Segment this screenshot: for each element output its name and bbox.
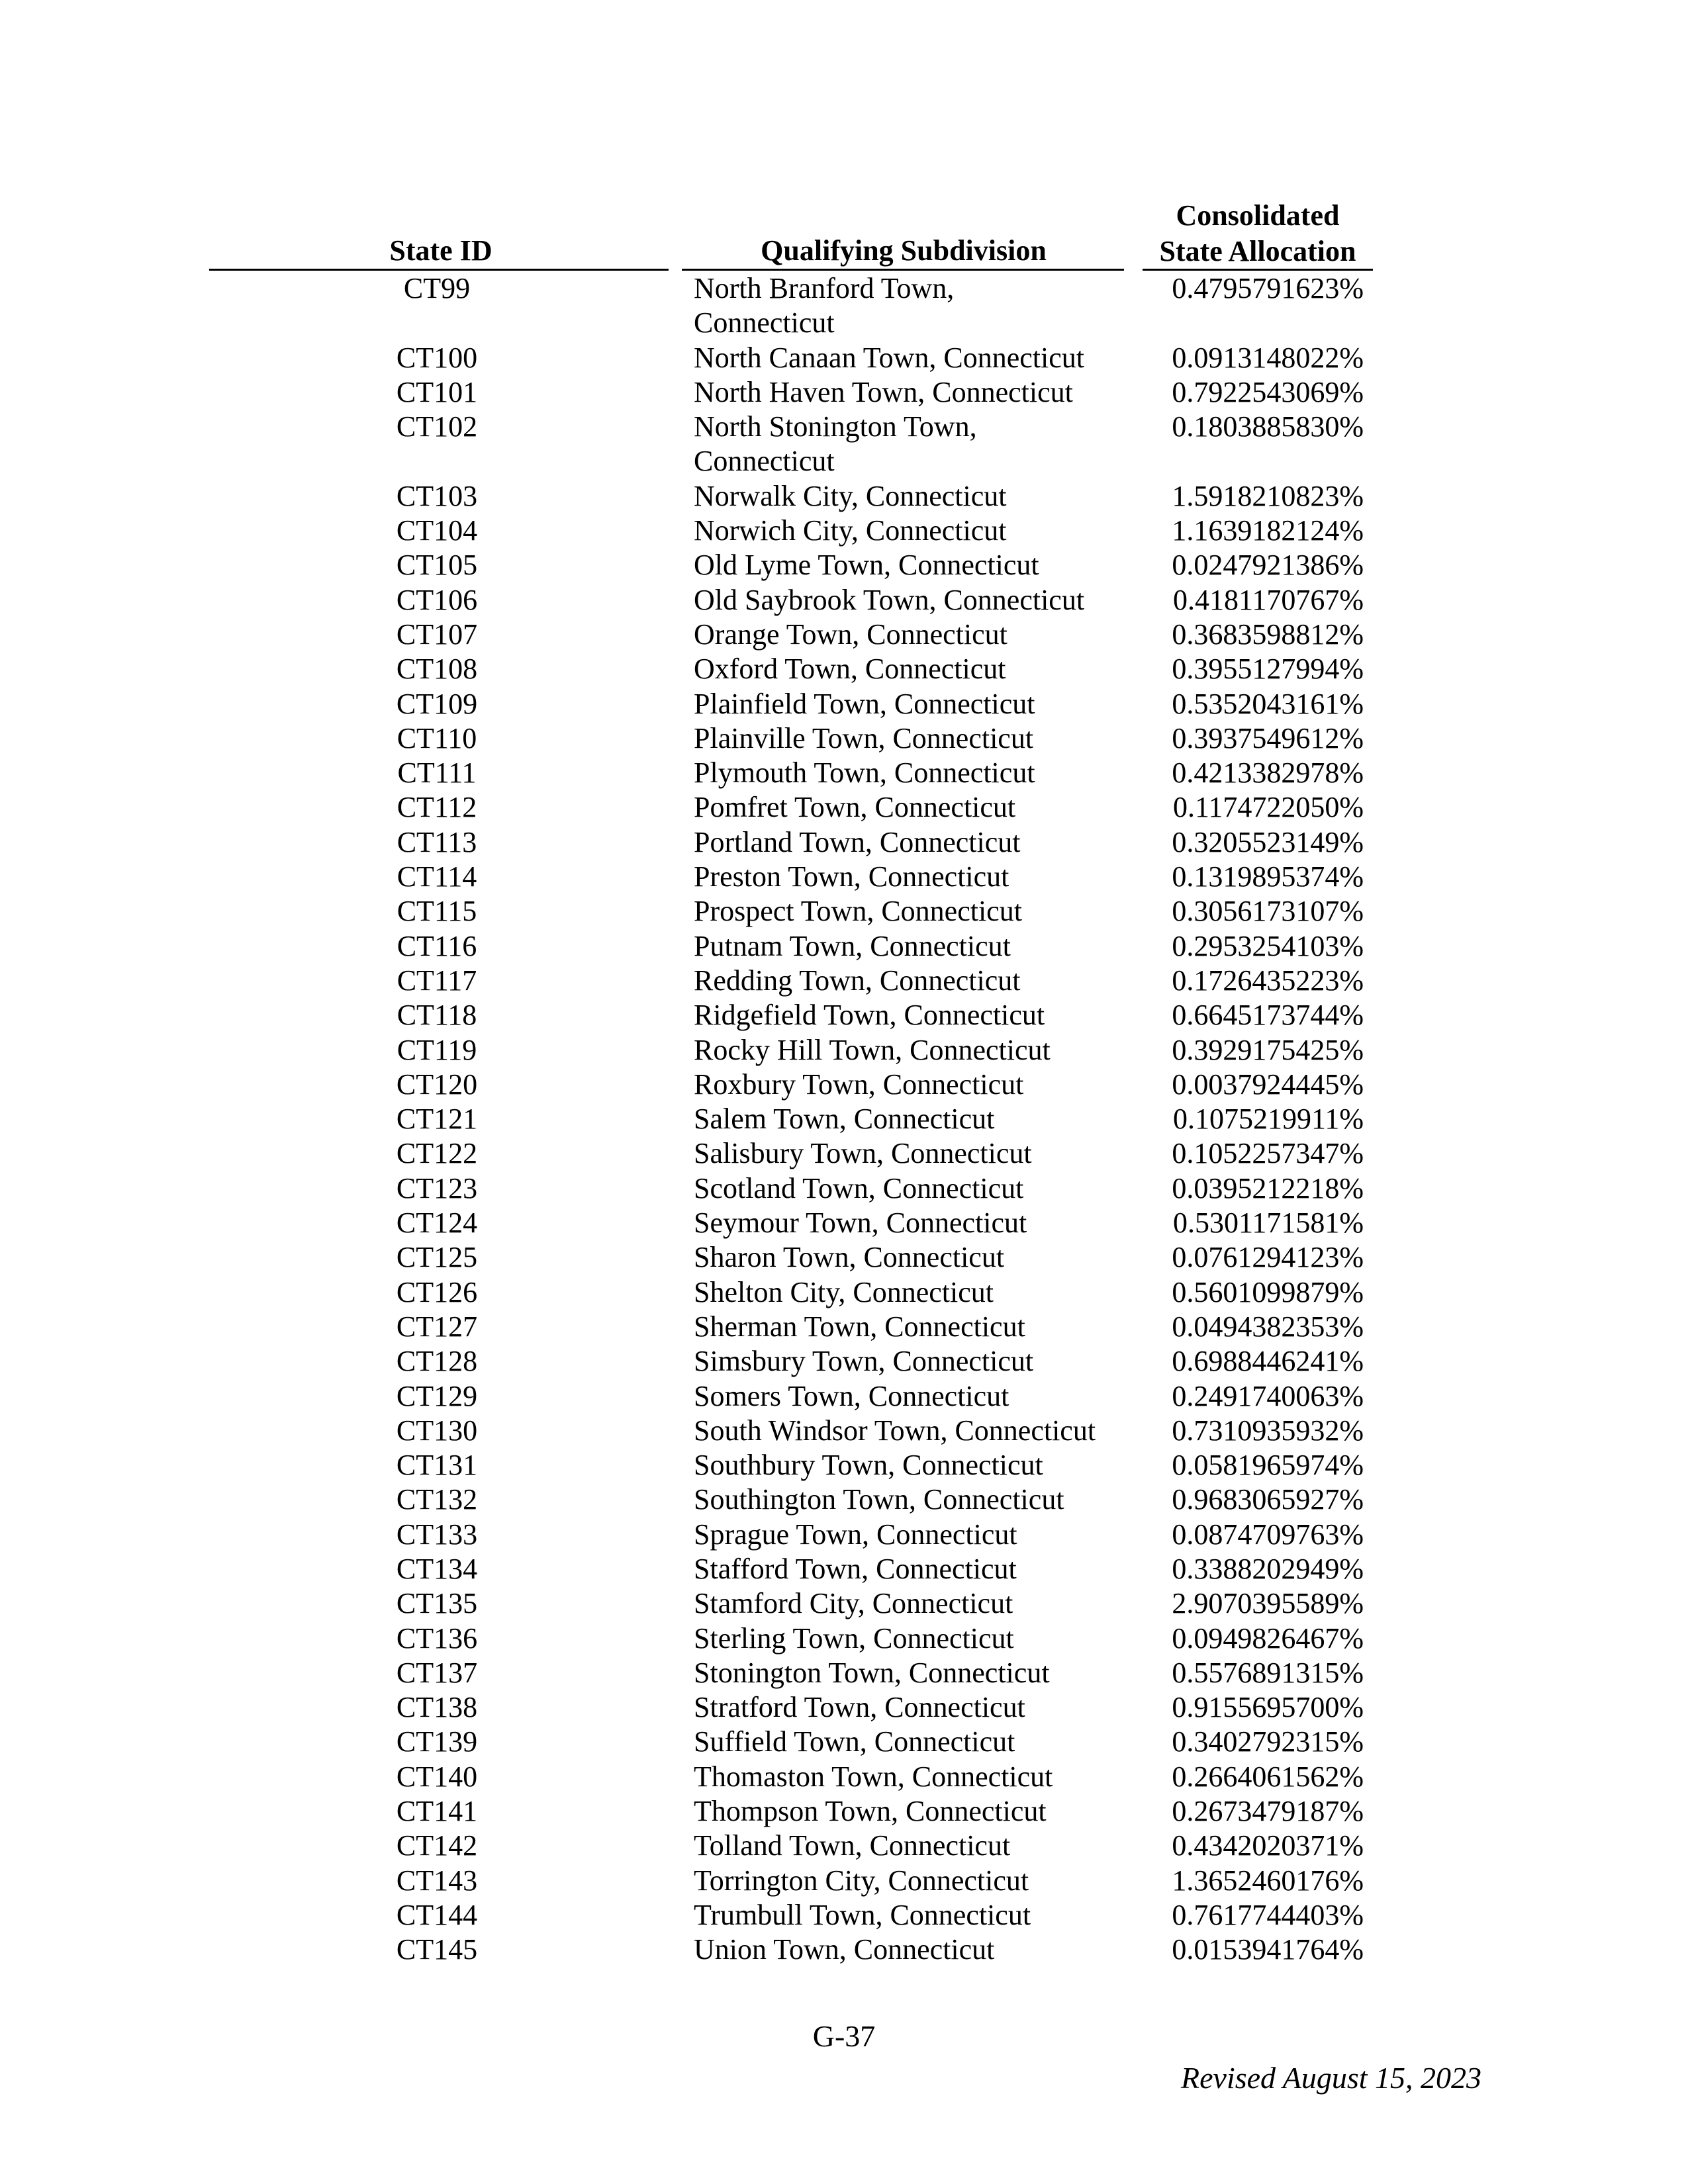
allocation-cell: 1.5918210823% (1172, 479, 1364, 512)
subdivision-line: Seymour Town, Connecticut (694, 1206, 1027, 1240)
state-id-cell: CT122 (396, 1137, 478, 1170)
state-id-cell: CT107 (396, 617, 478, 651)
state-id-cell: CT106 (396, 583, 478, 616)
state-id-cell: CT125 (396, 1241, 478, 1274)
allocation-cell: 1.1639182124% (1172, 514, 1364, 547)
subdivision-cell (694, 1275, 1131, 1310)
subdivision-cell (694, 1206, 1131, 1240)
table-row (0, 410, 1688, 479)
allocation-cell: 0.9683065927% (1172, 1483, 1364, 1516)
state-id-cell: CT127 (396, 1310, 478, 1343)
subdivision-cell (694, 1171, 1131, 1206)
subdivision-cell (694, 1448, 1131, 1482)
state-id-cell: CT111 (397, 756, 477, 790)
table-row (0, 1690, 1688, 1725)
allocation-cell: 2.9070395589% (1172, 1587, 1364, 1620)
state-id-cell: CT115 (397, 895, 477, 928)
subdivision-cell (694, 894, 1131, 929)
allocation-cell: 0.7617744403% (1172, 1898, 1364, 1931)
table-row (0, 1240, 1688, 1275)
subdivision-cell (694, 1586, 1131, 1621)
subdivision-cell (694, 1690, 1131, 1725)
state-id-cell: CT112 (397, 791, 477, 824)
header-state-id: State ID (389, 234, 492, 267)
allocation-cell: 0.2491740063% (1172, 1379, 1364, 1412)
subdivision-cell (694, 1760, 1131, 1794)
subdivision-cell (694, 271, 1131, 341)
subdivision-line: Torrington City, Connecticut (694, 1864, 1029, 1897)
state-id-cell: CT118 (397, 999, 477, 1032)
state-id-cell: CT130 (396, 1414, 478, 1447)
allocation-cell: 0.1052257347% (1172, 1137, 1364, 1170)
allocation-cell: 0.5352043161% (1172, 687, 1364, 720)
table-row (0, 721, 1688, 756)
subdivision-line: Orange Town, Connecticut (694, 617, 1008, 651)
subdivision-line: North Haven Town, Connecticut (694, 375, 1073, 408)
header-allocation-line1: Consolidated (1176, 199, 1340, 232)
allocation-cell: 0.1803885830% (1172, 410, 1364, 443)
subdivision-cell (694, 756, 1131, 790)
subdivision-cell (694, 652, 1131, 686)
subdivision-line: Sterling Town, Connecticut (694, 1621, 1014, 1655)
table-row (0, 894, 1688, 929)
state-id-cell: CT140 (396, 1760, 478, 1793)
subdivision-line: Preston Town, Connecticut (694, 860, 1009, 893)
allocation-cell: 0.1075219911% (1172, 1103, 1364, 1136)
subdivision-line: Pomfret Town, Connecticut (694, 791, 1016, 824)
allocation-cell: 0.3402792315% (1172, 1725, 1364, 1758)
state-id-cell: CT136 (396, 1621, 478, 1655)
table-row (0, 617, 1688, 652)
table-row (0, 1310, 1688, 1344)
state-id-cell: CT99 (403, 272, 471, 304)
state-id-cell: CT138 (396, 1691, 478, 1724)
table-row (0, 1829, 1688, 1863)
allocation-cell: 0.0037924445% (1172, 1068, 1364, 1101)
subdivision-line: Connecticut (694, 445, 835, 478)
allocation-cell: 1.3652460176% (1172, 1864, 1364, 1897)
allocation-table (0, 271, 1688, 1968)
state-id-cell: CT101 (396, 375, 478, 408)
state-id-cell: CT108 (396, 653, 478, 686)
subdivision-cell (694, 1621, 1131, 1656)
state-id-cell: CT100 (396, 341, 478, 374)
subdivision-line: Sharon Town, Connecticut (694, 1241, 1005, 1274)
table-row (0, 1033, 1688, 1068)
state-id-cell: CT121 (396, 1103, 478, 1136)
subdivision-line: Norwich City, Connecticut (694, 514, 1007, 547)
subdivision-line: Old Lyme Town, Connecticut (694, 549, 1039, 582)
allocation-cell: 0.7922543069% (1172, 375, 1364, 408)
state-id-cell: CT119 (397, 1033, 477, 1066)
table-row (0, 1206, 1688, 1240)
state-id-cell: CT145 (396, 1933, 478, 1966)
header-rule-allocation (1143, 269, 1373, 271)
subdivision-line: Thomaston Town, Connecticut (694, 1760, 1053, 1793)
table-row (0, 1344, 1688, 1379)
table-row (0, 1898, 1688, 1933)
subdivision-cell (694, 1518, 1131, 1552)
subdivision-cell (694, 479, 1131, 514)
subdivision-cell (694, 1068, 1131, 1102)
table-row (0, 479, 1688, 514)
subdivision-cell (694, 1102, 1131, 1136)
allocation-cell: 0.3929175425% (1172, 1033, 1364, 1066)
subdivision-line: Stratford Town, Connecticut (694, 1691, 1025, 1724)
state-id-cell: CT123 (396, 1171, 478, 1205)
subdivision-line: Stonington Town, Connecticut (694, 1656, 1050, 1689)
allocation-cell: 0.4213382978% (1172, 756, 1364, 790)
subdivision-line: Thompson Town, Connecticut (694, 1795, 1047, 1828)
subdivision-line: Portland Town, Connecticut (694, 825, 1021, 858)
allocation-cell: 0.0761294123% (1172, 1241, 1364, 1274)
state-id-cell: CT139 (396, 1725, 478, 1758)
header-rule-subdivision (682, 269, 1124, 271)
state-id-cell: CT129 (396, 1379, 478, 1412)
allocation-cell: 0.1319895374% (1172, 860, 1364, 893)
allocation-cell: 0.5301171581% (1172, 1206, 1364, 1240)
subdivision-cell (694, 1310, 1131, 1344)
table-row (0, 1864, 1688, 1898)
subdivision-cell (694, 548, 1131, 582)
subdivision-cell (694, 860, 1131, 894)
subdivision-cell (694, 1240, 1131, 1275)
subdivision-line: Ridgefield Town, Connecticut (694, 999, 1045, 1032)
state-id-cell: CT103 (396, 479, 478, 512)
subdivision-cell (694, 964, 1131, 998)
table-row (0, 687, 1688, 721)
state-id-cell: CT120 (396, 1068, 478, 1101)
subdivision-line: Plymouth Town, Connecticut (694, 756, 1035, 790)
state-id-cell: CT142 (396, 1829, 478, 1862)
header-allocation-line2: State Allocation (1159, 235, 1356, 267)
subdivision-line: Plainville Town, Connecticut (694, 721, 1034, 754)
subdivision-line: Plainfield Town, Connecticut (694, 687, 1035, 720)
table-row (0, 1621, 1688, 1656)
table-row (0, 860, 1688, 894)
subdivision-line: Stafford Town, Connecticut (694, 1552, 1017, 1585)
allocation-cell: 0.1174722050% (1172, 791, 1364, 824)
table-row (0, 375, 1688, 410)
subdivision-cell (694, 410, 1131, 479)
table-row (0, 583, 1688, 617)
state-id-cell: CT143 (396, 1864, 478, 1897)
subdivision-line: South Windsor Town, Connecticut (694, 1414, 1096, 1447)
subdivision-line: Sherman Town, Connecticut (694, 1310, 1025, 1343)
subdivision-line: Somers Town, Connecticut (694, 1379, 1009, 1412)
subdivision-line: Union Town, Connecticut (694, 1933, 995, 1966)
state-id-cell: CT114 (397, 860, 477, 893)
allocation-cell: 0.3683598812% (1172, 617, 1364, 651)
subdivision-cell (694, 687, 1131, 721)
subdivision-cell (694, 721, 1131, 756)
table-row (0, 1379, 1688, 1414)
header-rule-state-id (209, 269, 669, 271)
subdivision-cell (694, 375, 1131, 410)
header-consolidated-state-allocation (1132, 198, 1383, 269)
subdivision-line: Prospect Town, Connecticut (694, 895, 1022, 928)
subdivision-line: North Canaan Town, Connecticut (694, 341, 1084, 374)
subdivision-line: Connecticut (694, 306, 835, 340)
state-id-cell: CT116 (397, 929, 477, 962)
state-id-cell: CT141 (396, 1795, 478, 1828)
table-row (0, 1102, 1688, 1136)
subdivision-cell (694, 341, 1131, 375)
subdivision-cell (694, 583, 1131, 617)
allocation-cell: 0.0247921386% (1172, 549, 1364, 582)
allocation-cell: 0.2673479187% (1172, 1795, 1364, 1828)
subdivision-line: Norwalk City, Connecticut (694, 479, 1007, 512)
subdivision-line: Salisbury Town, Connecticut (694, 1137, 1032, 1170)
allocation-cell: 0.7310935932% (1172, 1414, 1364, 1447)
subdivision-cell (694, 1898, 1131, 1933)
allocation-cell: 0.9155695700% (1172, 1691, 1364, 1724)
allocation-cell: 0.3955127994% (1172, 653, 1364, 686)
subdivision-line: Tolland Town, Connecticut (694, 1829, 1011, 1862)
subdivision-cell (694, 1656, 1131, 1690)
subdivision-cell (694, 1414, 1131, 1448)
table-row (0, 1482, 1688, 1517)
allocation-cell: 0.0494382353% (1172, 1310, 1364, 1343)
state-id-cell: CT117 (397, 964, 477, 997)
subdivision-cell (694, 929, 1131, 964)
allocation-cell: 0.1726435223% (1172, 964, 1364, 997)
subdivision-line: Oxford Town, Connecticut (694, 653, 1006, 686)
subdivision-line: Trumbull Town, Connecticut (694, 1898, 1031, 1931)
subdivision-line: Putnam Town, Connecticut (694, 929, 1011, 962)
allocation-cell: 0.0395212218% (1172, 1171, 1364, 1205)
table-row (0, 514, 1688, 548)
state-id-cell: CT137 (396, 1656, 478, 1689)
allocation-cell: 0.6988446241% (1172, 1345, 1364, 1378)
subdivision-line: Suffield Town, Connecticut (694, 1725, 1015, 1758)
state-id-cell: CT113 (397, 825, 477, 858)
table-row (0, 1760, 1688, 1794)
table-row (0, 1448, 1688, 1482)
allocation-cell: 0.2664061562% (1172, 1760, 1364, 1793)
table-row (0, 652, 1688, 686)
subdivision-cell (694, 1033, 1131, 1068)
subdivision-line: Scotland Town, Connecticut (694, 1171, 1024, 1205)
subdivision-line: Rocky Hill Town, Connecticut (694, 1033, 1051, 1066)
table-row (0, 1586, 1688, 1621)
state-id-cell: CT144 (396, 1898, 478, 1931)
subdivision-cell (694, 1136, 1131, 1171)
allocation-cell: 0.0913148022% (1172, 341, 1364, 374)
allocation-cell: 0.3937549612% (1172, 721, 1364, 754)
state-id-cell: CT132 (396, 1483, 478, 1516)
table-row (0, 964, 1688, 998)
subdivision-line: Simsbury Town, Connecticut (694, 1345, 1034, 1378)
table-row (0, 1725, 1688, 1759)
subdivision-cell (694, 1552, 1131, 1586)
state-id-cell: CT133 (396, 1518, 478, 1551)
table-row (0, 1275, 1688, 1310)
state-id-cell: CT135 (396, 1587, 478, 1620)
table-row (0, 1794, 1688, 1829)
table-row (0, 1414, 1688, 1448)
state-id-cell: CT104 (396, 514, 478, 547)
allocation-cell: 0.6645173744% (1172, 999, 1364, 1032)
allocation-cell: 0.0949826467% (1172, 1621, 1364, 1655)
allocation-cell: 0.5576891315% (1172, 1656, 1364, 1689)
subdivision-line: North Branford Town, (694, 272, 955, 304)
table-row (0, 1933, 1688, 1967)
subdivision-line: Southbury Town, Connecticut (694, 1449, 1043, 1482)
subdivision-line: Old Saybrook Town, Connecticut (694, 583, 1085, 616)
table-row (0, 929, 1688, 964)
subdivision-line: North Stonington Town, (694, 410, 977, 443)
state-id-cell: CT126 (396, 1275, 478, 1308)
state-id-cell: CT128 (396, 1345, 478, 1378)
subdivision-cell (694, 790, 1131, 825)
subdivision-cell (694, 514, 1131, 548)
table-row (0, 1518, 1688, 1552)
table-row (0, 548, 1688, 582)
table-row (0, 1171, 1688, 1206)
subdivision-cell (694, 998, 1131, 1032)
table-row (0, 790, 1688, 825)
subdivision-line: Sprague Town, Connecticut (694, 1518, 1017, 1551)
allocation-cell: 0.0581965974% (1172, 1449, 1364, 1482)
state-id-cell: CT105 (396, 549, 478, 582)
allocation-cell: 0.3388202949% (1172, 1552, 1364, 1585)
subdivision-cell (694, 1725, 1131, 1759)
state-id-cell: CT110 (397, 721, 477, 754)
subdivision-line: Roxbury Town, Connecticut (694, 1068, 1024, 1101)
subdivision-line: Southington Town, Connecticut (694, 1483, 1064, 1516)
subdivision-cell (694, 617, 1131, 652)
table-row (0, 271, 1688, 341)
subdivision-cell (694, 1864, 1131, 1898)
table-row (0, 756, 1688, 790)
allocation-cell: 0.2953254103% (1172, 929, 1364, 962)
subdivision-cell (694, 825, 1131, 860)
allocation-cell: 0.3056173107% (1172, 895, 1364, 928)
subdivision-cell (694, 1794, 1131, 1829)
state-id-cell: CT109 (396, 687, 478, 720)
table-row (0, 998, 1688, 1032)
state-id-cell: CT102 (396, 410, 478, 443)
allocation-cell: 0.4795791623% (1172, 272, 1364, 304)
subdivision-cell (694, 1379, 1131, 1414)
table-row (0, 1136, 1688, 1171)
table-row (0, 1068, 1688, 1102)
revised-date: Revised August 15, 2023 (1181, 2061, 1481, 2095)
subdivision-line: Salem Town, Connecticut (694, 1103, 995, 1136)
table-row (0, 1656, 1688, 1690)
subdivision-line: Stamford City, Connecticut (694, 1587, 1013, 1620)
state-id-cell: CT131 (396, 1449, 478, 1482)
allocation-cell: 0.5601099879% (1172, 1275, 1364, 1308)
subdivision-cell (694, 1344, 1131, 1379)
subdivision-line: Redding Town, Connecticut (694, 964, 1021, 997)
subdivision-line: Shelton City, Connecticut (694, 1275, 994, 1308)
header-qualifying-subdivision: Qualifying Subdivision (761, 234, 1047, 267)
table-row (0, 341, 1688, 375)
allocation-cell: 0.0874709763% (1172, 1518, 1364, 1551)
state-id-cell: CT134 (396, 1552, 478, 1585)
allocation-cell: 0.3205523149% (1172, 825, 1364, 858)
table-row (0, 825, 1688, 860)
allocation-cell: 0.4181170767% (1172, 583, 1364, 616)
subdivision-cell (694, 1829, 1131, 1863)
allocation-cell: 0.0153941764% (1172, 1933, 1364, 1966)
subdivision-cell (694, 1933, 1131, 1967)
table-row (0, 1552, 1688, 1586)
subdivision-cell (694, 1482, 1131, 1517)
state-id-cell: CT124 (396, 1206, 478, 1240)
page-number: G-37 (812, 2019, 876, 2053)
allocation-cell: 0.4342020371% (1172, 1829, 1364, 1862)
